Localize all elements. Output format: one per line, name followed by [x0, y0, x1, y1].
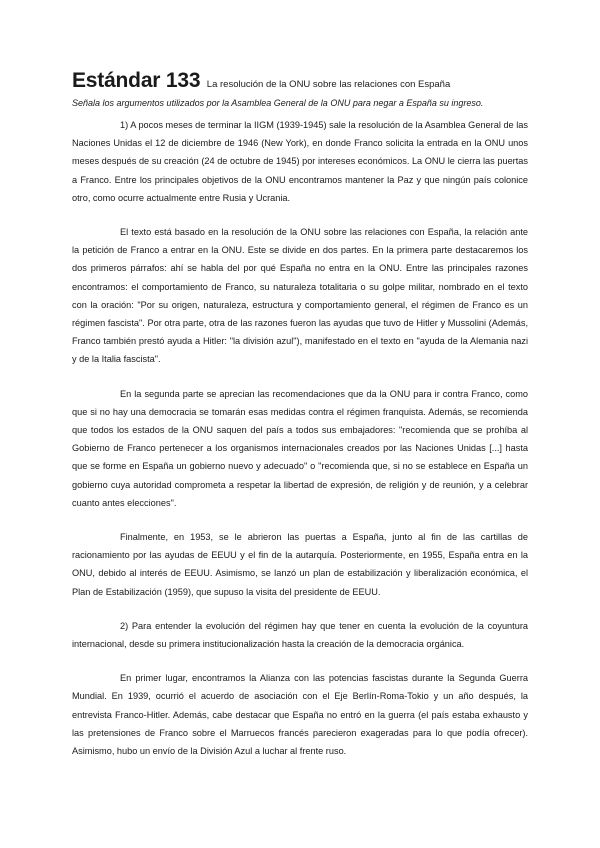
paragraph-3: En la segunda parte se aprecian las recomendaciones que da la ONU para ir contra Franco, como que si no hay una democracia se tomarán esas medidas contra el régimen franquista. Además, se recomienda que todos los estados de la ONU saquen del país a todos sus embajadores: "recomienda que se prohíba al Gobierno de Franco pertenecer a los organismos internacionales creados por las Naciones Unidas [...] hasta que se forme en España un gobierno nuevo y adecuado" o "recomienda que, si no se establece en España un gobierno cuya autoridad comprometa a respetar la libertad de expresión, de religión y de reunión, y a celebrar cuanto antes elecciones". [72, 388, 528, 508]
document-page [72, 70, 528, 776]
document-header [72, 70, 528, 96]
paragraph-2: El texto está basado en la resolución de la ONU sobre las relaciones con España, la relación ante la petición de Franco a entrar en la ONU. Este se divide en dos partes. En la primera parte destacaremos los dos primeros párrafos: ahí se habla del por qué España no entra en la ONU. Entre las principales razones encontramos: el comportamiento de Franco, su naturaleza totalitaria o su golpe militar, nombrado en el texto con la oración: "Por su origen, naturaleza, estructura y comportamiento general, el régimen de Franco es un régimen fascista". Por otra parte, otra de las razones fueron las ayudas que tuvo de Hitler y Mussolini (Además, Franco también prestó ayuda a Hitler: "la división azul"), manifestado en el texto en "ayuda de la Alemania nazi y de la Italia fascista". [72, 227, 528, 365]
paragraph-1: 1) A pocos meses de terminar la IIGM (1939-1945) sale la resolución de la Asamblea General de las Naciones Unidas el 12 de diciembre de 1946 (New York), en donde Franco solicita la entrada en la ONU unos meses después de su creación (24 de octubre de 1945) por intereses económicos. La ONU le cierra las puertas a Franco. Entre los principales objetivos de la ONU encontramos mantener la Paz y que ningún país colonice otro, como ocurre actualmente entre Rusia y Ucrania. [72, 120, 528, 203]
paragraph-6: En primer lugar, encontramos la Alianza con las potencias fascistas durante la Segunda Guerra Mundial. En 1939, ocurrió el acuerdo de asociación con el Eje Berlín-Roma-Tokio y un año después, la entrevista Franco-Hitler. Además, cabe destacar que España no entró en la guerra (el país estaba exhausto y las pretensiones de Franco sobre el Marruecos francés parecieron exageradas para lo que podía ofrecer). Asimismo, hubo un envío de la División Azul a luchar al frente ruso. [72, 673, 528, 757]
document-title: Estándar 133 [72, 69, 201, 92]
assignment-instruction: Señala los argumentos utilizados por la Asamblea General de la ONU para negar a España su ingreso. [72, 98, 484, 108]
document-subtitle: La resolución de la ONU sobre las relaciones con España [206, 79, 451, 90]
paragraph-4: Finalmente, en 1953, se le abrieron las puertas a España, junto al fin de las cartillas de racionamiento por las ayudas de EEUU y el fin de la autarquía. Posteriormente, en 1955, España entra en la ONU, debido al interés de EEUU. Asimismo, se lanzó un plan de estabilización y liberalización económica, el Plan de Estabilización (1959), que supuso la visita del presidente de EEUU. [72, 532, 528, 597]
paragraph-5: 2) Para entender la evolución del régimen hay que tener en cuenta la evolución de la coyuntura internacional, desde su primera institucionalización hasta la creación de la democracia orgánica. [72, 620, 528, 650]
